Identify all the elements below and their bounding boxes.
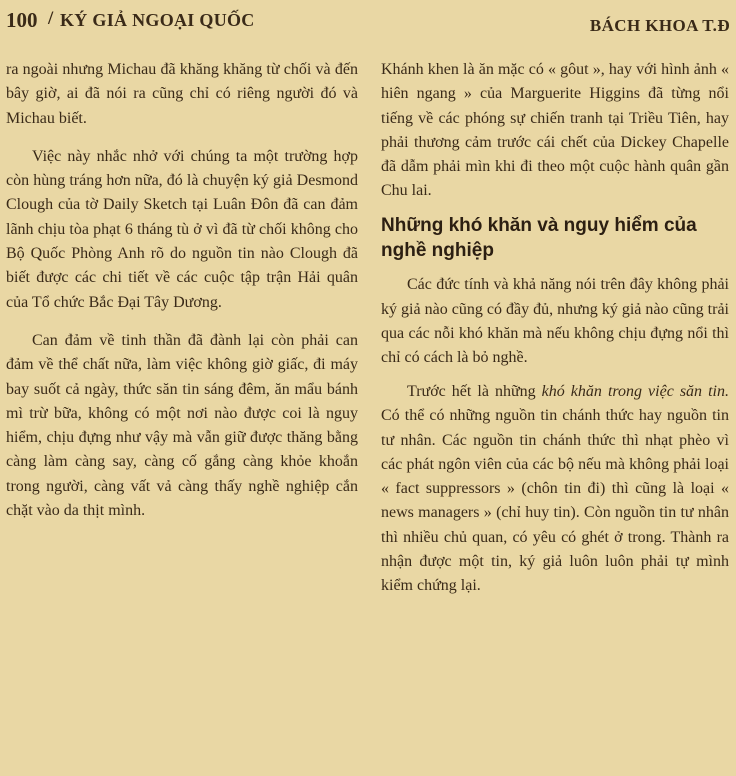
paragraph: Việc này nhắc nhở với chúng ta một trường hợp còn hùng tráng hơn nữa, đó là chuyện ký giả Desmond Clough của tờ Daily Sketch tại Luân Đôn đã can đảm lãnh chịu tòa phạt 6 tháng tù ở vì đã từ chối không cho Bộ Quốc Phòng Anh rõ do nguồn tin nào Clough đã biết được các chi tiết về các cuộc tập trận Hải quân của Tổ chức Bắc Đại Tây Dương. [6,147,358,311]
paragraph: Các đức tính và khả năng nói trên đây không phải ký giả nào cũng có đầy đủ, nhưng ký giả nào cũng trải qua các nỗi khó khăn mà nếu không chịu đựng nổi thì chỉ có cách là bỏ nghề. [381,276,729,367]
page-number: 100 [6,8,38,32]
left-column [6,58,358,533]
paragraph-rest: Có thể có những nguồn tin chánh thức hay nguồn tin tư nhân. Các nguồn tin chánh thức thì nhạt phèo vì các phát ngôn viên của các bộ nếu mà không phải loại « fact suppressors » (chôn tin đi) thì cũng là loại « news managers » (chỉ huy tin). Còn nguồn tin tư nhân thì nhiều chủ quan, có yêu có ghét ở trong. Thành ra nhận được một tin, ký giả luôn luôn phải tự mình kiểm chứng lại. [381,407,729,595]
paragraph [381,380,729,599]
right-column [381,58,729,608]
paragraph-lead: Trước hết là những [407,382,542,400]
running-title: KÝ GIẢ NGOẠI QUỐC [60,10,255,30]
paragraph: Can đảm về tinh thần đã đành lại còn phải can đảm về thể chất nữa, làm việc không giờ giấc, đi máy bay suốt cả ngày, thức săn tin sáng đêm, ăn mẩu bánh mì trừ bữa, không có một nơi nào được coi là nguy hiểm, chịu đựng như vậy mà vẫn giữ được thăng bằng càng làm càng say, càng cố gắng càng khỏe khoắn trong người, càng vất vả càng thấy nghề nghiệp cắn chặt vào da thịt mình. [6,331,358,520]
header-separator: / [48,8,54,29]
section-heading: Những khó khăn và nguy hiểm của nghề nghiệp [381,215,697,262]
page-header [6,4,730,36]
paragraph: Khánh khen là ăn mặc có « gôut », hay với hình ảnh « hiên ngang » của Marguerite Higgins đã từng nổi tiếng về các phóng sự chiến tranh tại Triều Tiên, hay phải thương cảm trước cái chết của Dickey Chapelle đã dẫm phải mìn khi đi theo một cuộc hành quân gần Chu lai. [381,61,729,200]
running-title-right: BÁCH KHOA T.Đ [589,16,730,35]
paragraph: ra ngoài nhưng Michau đã khăng khăng từ chối và đến bây giờ, ai đã nói ra cũng chỉ có riêng người đó và Michau biết. [6,61,358,127]
emphasis-text: khó khăn trong việc săn tin. [541,382,729,400]
